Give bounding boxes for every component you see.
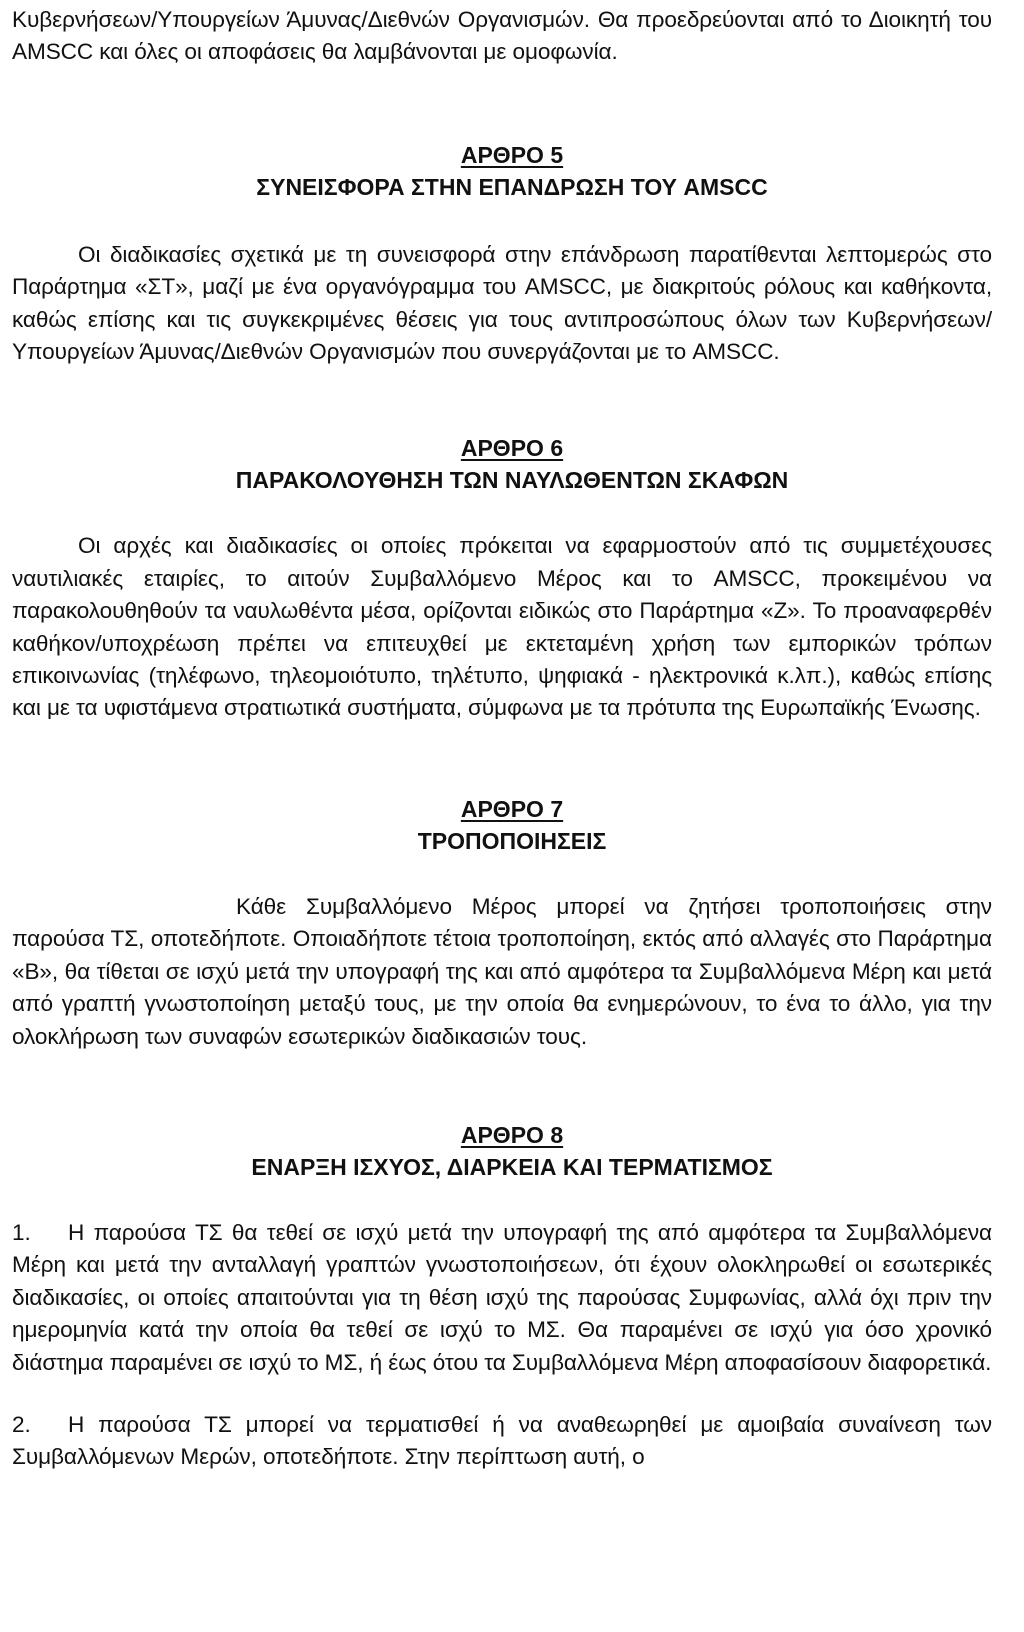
article-8-title: ΕΝΑΡΞΗ ΙΣΧΥΟΣ, ΔΙΑΡΚΕΙΑ ΚΑΙ ΤΕΡΜΑΤΙΣΜΟΣ [251,1153,773,1180]
article-5-paragraph: Οι διαδικασίες σχετικά με τη συνεισφορά στην επάνδρωση παρατίθενται λεπτομερώς στο Παράρτημα «ΣΤ», μαζί με ένα οργανόγραμμα του AMSCC, με διακριτούς ρόλους και καθήκοντα, καθώς επίσης και τις συγκεκριμένες θέσεις για τους αντιπροσώπους όλων των Κυβερνήσεων/Υπουργείων Άμυνας/Διεθνών Οργανισμών που συνεργάζονται με το AMSCC. [12,241,992,365]
item-text: Η παρούσα ΤΣ θα τεθεί σε ισχύ μετά την υπογραφή της από αμφότερα τα Συμβαλλόμενα Μέρη και μετά την ανταλλαγή γραπτών γνωστοποιήσεων, ότι έχουν ολοκληρωθεί οι εσωτερικές διαδικασίες, οι οποίες απαιτούνται για τη θέση ισχύ της παρούσας Συμφωνίας, αλλά όχι πριν την ημερομηνία κατά την οποία θα τεθεί σε ισχύ το ΜΣ. Θα παραμένει σε ισχύ για όσο χρονικό διάστημα παραμένει σε ισχύ το ΜΣ, ή έως ότου τα Συμβαλλόμενα Μέρη αποφασίσουν διαφορετικά. [12,1219,992,1375]
article-6-number: ΑΡΘΡΟ 6 [460,435,564,462]
article-5-number: ΑΡΘΡΟ 5 [460,141,564,168]
article-7-number: ΑΡΘΡΟ 7 [460,795,564,822]
item-number: 2. [12,1411,31,1437]
item-text: Η παρούσα ΤΣ μπορεί να τερματισθεί ή να αναθεωρηθεί με αμοιβαία συναίνεση των Συμβαλλόμενων Μερών, οποτεδήποτε. Στην περίπτωση αυτή, ο [12,1411,992,1470]
article-8-heading [12,1119,1012,1183]
article-6-title: ΠΑΡΑΚΟΛΟΥΘΗΣΗ ΤΩΝ ΝΑΥΛΩΘΕΝΤΩΝ ΣΚΑΦΩΝ [235,467,789,494]
article-6-paragraph: Οι αρχές και διαδικασίες οι οποίες πρόκειται να εφαρμοστούν από τις συμμετέχουσες ναυτιλιακές εταιρίες, το αιτούν Συμβαλλόμενο Μέρος και το AMSCC, προκειμένου να παρακολουθηθούν τα ναυλωθέντα μέσα, ορίζονται ειδικώς στο Παράρτημα «Ζ». Το προαναφερθέν καθήκον/υποχρέωση πρέπει να επιτευχθεί με εκτεταμένη χρήση των εμπορικών τρόπων επικοινωνίας (τηλέφωνο, τηλεομοιότυπο, τηλέτυπο, ψηφιακά - ηλεκτρονικά κ.λπ.), καθώς επίσης και με τα υφιστάμενα στρατιωτικά συστήματα, σύμφωνα με τα πρότυπα της Ευρωπαϊκής Ένωσης. [12,533,992,721]
article-8-number: ΑΡΘΡΟ 8 [460,1121,564,1148]
article-5-title: ΣΥΝΕΙΣΦΟΡΑ ΣΤΗΝ ΕΠΑΝΔΡΩΣΗ ΤΟΥ AMSCC [256,173,768,200]
article-6-heading [12,432,1012,496]
article-8-item [12,1217,992,1379]
article-8-item [12,1409,992,1474]
article-7-title: ΤΡΟΠΟΠΟΙΗΣΕΙΣ [417,827,607,854]
item-number: 1. [12,1219,31,1245]
article-5-heading [12,139,1012,203]
article-7-paragraph: Κάθε Συμβαλλόμενο Μέρος μπορεί να ζητήσει τροποποιήσεις στην παρούσα ΤΣ, οποτεδήποτε. Οποιαδήποτε τέτοια τροποποίηση, εκτός από αλλαγές στο Παράρτημα «Β», θα τίθεται σε ισχύ μετά την υπογραφή της και από αμφότερα τα Συμβαλλόμενα Μέρη και μετά από γραπτή γνωστοποίηση μεταξύ τους, με την οποία θα ενημερώνουν, το ένα το άλλο, για την ολοκλήρωση των συναφών εσωτερικών διαδικασιών τους. [12,893,992,1049]
intro-paragraph: Κυβερνήσεων/Υπουργείων Άμυνας/Διεθνών Οργανισμών. Θα προεδρεύονται από το Διοικητή του AMSCC και όλες οι αποφάσεις θα λαμβάνονται με ομοφωνία. [12,7,992,65]
article-7-heading [12,793,1012,857]
